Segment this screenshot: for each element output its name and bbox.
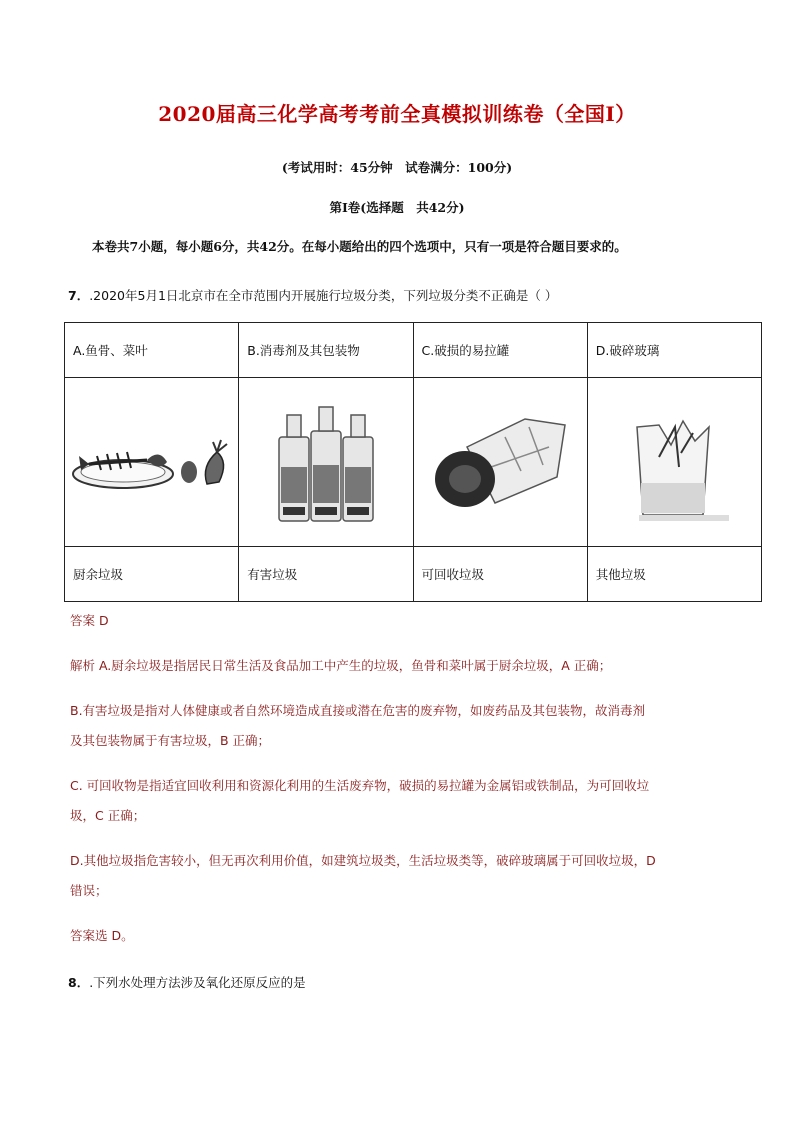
option-d-image xyxy=(587,378,761,547)
question-7-number: 7． xyxy=(68,288,90,303)
question-7-text: .2020年5月1日北京市在全市范围内开展施行垃圾分类，下列垃圾分类不正确是（ ） xyxy=(89,288,558,303)
crushed-can-icon xyxy=(425,407,575,517)
analysis-line-1: 解析 A.厨余垃圾是指居民日常生活及食品加工中产生的垃圾，鱼骨和菜叶属于厨余垃圾，A 正确； xyxy=(70,658,612,673)
option-b-label: B.消毒剂及其包装物 xyxy=(239,323,413,378)
exam-info: (考试用时：45分钟 试卷满分：100分) xyxy=(281,160,513,175)
question-8-number: 8． xyxy=(68,975,90,990)
analysis-line-8: 答案选 D。 xyxy=(70,928,134,943)
analysis-line-4: C. 可回收物是指适宜回收利用和资源化利用的生活废弃物，破损的易拉罐为金属铝或铁制品，为可回收垃 xyxy=(70,778,650,793)
section-title: 第Ⅰ卷(选择题 共42分) xyxy=(329,200,465,215)
option-c-category: 可回收垃圾 xyxy=(413,547,587,602)
option-a-image xyxy=(65,378,239,547)
option-a-label: A.鱼骨、菜叶 xyxy=(65,323,239,378)
page-title: 2020届高三化学高考考前全真模拟训练卷（全国I） xyxy=(158,102,636,126)
option-a-category: 厨余垃圾 xyxy=(65,547,239,602)
broken-glass-icon xyxy=(619,397,729,527)
analysis-line-6: D.其他垃圾指危害较小，但无再次利用价值，如建筑垃圾类，生活垃圾类等，破碎玻璃属于可回收垃圾，D xyxy=(70,853,656,868)
question-7 xyxy=(68,286,557,304)
fish-bone-vegetable-icon xyxy=(67,422,237,502)
option-d-category: 其他垃圾 xyxy=(587,547,761,602)
analysis-line-3: 及其包装物属于有害垃圾，B 正确； xyxy=(70,733,271,748)
analysis-line-2: B.有害垃圾是指对人体健康或者自然环境造成直接或潜在危害的废弃物，如废药品及其包装物，故消毒剂 xyxy=(70,703,646,718)
disinfectant-bottles-icon xyxy=(271,397,381,527)
question-8-text: .下列水处理方法涉及氧化还原反应的是 xyxy=(89,975,306,990)
question-8 xyxy=(68,973,306,991)
option-d-label: D.破碎玻璃 xyxy=(587,323,761,378)
option-b-category: 有害垃圾 xyxy=(239,547,413,602)
analysis-line-5: 圾，C 正确； xyxy=(70,808,146,823)
option-c-image xyxy=(413,378,587,547)
analysis-line-7: 错误； xyxy=(70,883,108,898)
instructions: 本卷共7小题，每小题6分，共42分。在每小题给出的四个选项中，只有一项是符合题目要求的。 xyxy=(92,239,627,254)
option-b-image xyxy=(239,378,413,547)
options-table xyxy=(64,322,762,602)
option-c-label: C.破损的易拉罐 xyxy=(413,323,587,378)
answer-line: 答案 D xyxy=(70,613,109,628)
